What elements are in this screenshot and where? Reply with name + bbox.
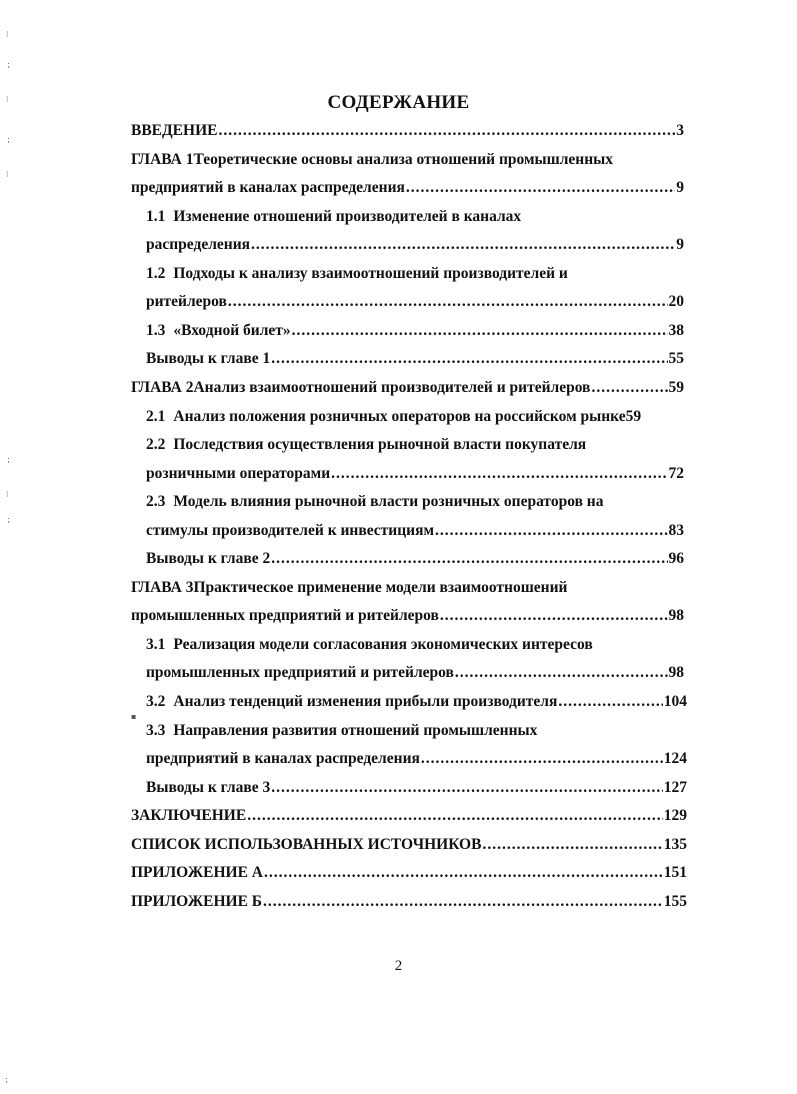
toc-entry-label: Выводы к главе 2 <box>146 550 271 567</box>
leader-dots <box>558 691 662 713</box>
toc-entry-label: ЗАКЛЮЧЕНИЕ <box>131 807 247 824</box>
toc-entry-label: предприятий в каналах распределения <box>131 179 405 196</box>
toc-entry-page: 20 <box>668 293 684 310</box>
toc-entry-number: 3.3 <box>146 722 166 739</box>
leader-dots <box>251 234 675 256</box>
toc-entry-number: 3.2 <box>146 693 166 710</box>
toc-entry-label: промышленных предприятий и ритейлеров <box>146 664 454 681</box>
leader-dots <box>263 891 663 913</box>
toc-entry-conclusions-3[interactable] <box>146 777 687 799</box>
scan-artifact-mark: ⁏ <box>5 1075 8 1084</box>
toc-entry-section-2-1[interactable] <box>146 406 701 428</box>
toc-entry-label: Последствия осуществления рыночной власти покупателя <box>173 436 587 453</box>
toc-entry-label: ритейлеров <box>146 293 227 310</box>
leader-dots <box>406 177 675 199</box>
toc-entry-label: стимулы производителей к инвестициям <box>146 522 435 539</box>
toc-entry-label: ПРИЛОЖЕНИЕ Б <box>131 893 263 910</box>
toc-entry-section-1-2-cont[interactable] <box>146 291 684 313</box>
toc-entry-number: 2.3 <box>146 493 166 510</box>
toc-entry-label: Подходы к анализу взаимоотношений производителей и <box>173 265 568 282</box>
toc-entry-number: 2.2 <box>146 436 166 453</box>
leader-dots <box>264 862 663 884</box>
toc-entry-chapter-3[interactable] <box>131 577 684 599</box>
scan-artifact-mark: ⁏ <box>7 135 10 144</box>
scan-artifact-mark: ▪ <box>131 712 137 721</box>
toc-entry-page: 9 <box>676 179 684 196</box>
toc-entry-number: 1.2 <box>146 265 166 282</box>
toc-entry-section-3-1[interactable] <box>146 634 684 656</box>
toc-entry-page: 9 <box>676 236 684 253</box>
toc-entry-section-1-3[interactable] <box>146 320 684 342</box>
toc-entry-appendix-b[interactable] <box>131 891 687 913</box>
toc-entry-label: Реализация модели согласования экономических интересов <box>173 636 593 653</box>
scan-artifact-mark: ⁏ <box>7 60 10 69</box>
leader-dots <box>292 320 668 342</box>
toc-entry-label: промышленных предприятий и ритейлеров <box>131 607 439 624</box>
leader-dots <box>271 548 667 570</box>
toc-entry-page: 59 <box>668 379 684 396</box>
toc-entry-page: 55 <box>668 350 684 367</box>
leader-dots <box>455 662 668 684</box>
toc-entry-label: распределения <box>146 236 251 253</box>
scan-artifact-mark: ⁝ <box>6 170 9 179</box>
toc-entry-label: Анализ тенденций изменения прибыли производителя <box>173 693 558 710</box>
toc-entry-section-2-2[interactable] <box>146 434 684 456</box>
toc-entry-page: 38 <box>668 322 684 339</box>
toc-entry-page: 124 <box>663 750 687 767</box>
toc-entry-conclusions-2[interactable] <box>146 548 684 570</box>
toc-entry-label: Выводы к главе 3 <box>146 779 271 796</box>
toc-entry-references[interactable] <box>131 834 687 856</box>
toc-entry-section-1-2[interactable] <box>146 263 684 285</box>
leader-dots <box>435 520 667 542</box>
toc-entry-section-3-3-cont[interactable] <box>146 748 687 770</box>
toc-entry-label: Изменение отношений производителей в каналах <box>173 208 522 225</box>
toc-entry-label: Выводы к главе 1 <box>146 350 271 367</box>
toc-entry-label: розничными операторами <box>146 465 331 482</box>
leader-dots <box>218 120 675 142</box>
toc-entry-label: ПРИЛОЖЕНИЕ А <box>131 864 263 881</box>
toc-entry-page: 104 <box>663 693 687 710</box>
toc-entry-section-2-3[interactable] <box>146 491 684 513</box>
toc-entry-label: Модель влияния рыночной власти розничных операторов на <box>173 493 604 510</box>
toc-entry-page: 129 <box>663 807 687 824</box>
toc-entry-page: 72 <box>668 465 684 482</box>
toc-entry-page: 151 <box>663 864 687 881</box>
page-number: 2 <box>394 958 403 974</box>
leader-dots <box>271 777 663 799</box>
toc-entry-label: ГЛАВА 2Анализ взаимоотношений производителей и ритейлеров <box>131 379 591 396</box>
scan-artifact-mark: ⁝ <box>6 490 9 499</box>
leader-dots <box>421 748 663 770</box>
toc-entry-section-2-3-cont[interactable] <box>146 520 684 542</box>
toc-entry-page: 83 <box>668 522 684 539</box>
toc-entry-page: 155 <box>663 893 687 910</box>
toc-entry-label: предприятий в каналах распределения <box>146 750 420 767</box>
leader-dots <box>440 605 668 627</box>
toc-entry-number: 1.3 <box>146 322 166 339</box>
scan-artifact-mark: ⁝ <box>6 30 9 39</box>
toc-entry-page: 98 <box>668 607 684 624</box>
toc-entry-label: Направления развития отношений промышленных <box>173 722 538 739</box>
toc-entry-chapter-2[interactable] <box>131 377 684 399</box>
toc-entry-page: 135 <box>663 836 687 853</box>
toc-entry-number: 3.1 <box>146 636 166 653</box>
toc-entry-number: 2.1 <box>146 408 166 425</box>
toc-entry-chapter-1-cont[interactable] <box>131 177 684 199</box>
toc-entry-page: 127 <box>663 779 687 796</box>
toc-entry-section-1-1-cont[interactable] <box>146 234 684 256</box>
leader-dots <box>247 805 663 827</box>
toc-entry-appendix-a[interactable] <box>131 862 687 884</box>
toc-entry-chapter-1[interactable] <box>131 149 684 171</box>
scan-artifact-mark: ⁏ <box>7 515 10 524</box>
leader-dots <box>331 463 667 485</box>
leader-dots <box>482 834 662 856</box>
leader-dots <box>271 348 667 370</box>
toc-entry-label: «Входной билет» <box>173 322 291 339</box>
toc-entry-section-2-2-cont[interactable] <box>146 463 684 485</box>
scan-artifact-mark: ⁝ <box>6 95 9 104</box>
leader-dots <box>228 291 668 313</box>
toc-entry-label: ГЛАВА 1Теоретические основы анализа отношений промышленных <box>131 151 614 168</box>
toc-entry-introduction[interactable] <box>131 120 684 142</box>
toc-entry-conclusions-1[interactable] <box>146 348 684 370</box>
toc-entry-page: 96 <box>668 550 684 567</box>
toc-entry-page: 98 <box>668 664 684 681</box>
toc-entry-label: СПИСОК ИСПОЛЬЗОВАННЫХ ИСТОЧНИКОВ <box>131 836 482 853</box>
toc-entry-label: Анализ положения розничных операторов на российском рынке59 <box>173 408 642 425</box>
toc-entry-label: ВВЕДЕНИЕ <box>131 122 218 139</box>
toc-entry-section-1-1[interactable] <box>146 206 684 228</box>
toc-entry-label: ГЛАВА 3Практическое применение модели взаимоотношений <box>131 579 568 596</box>
toc-entry-page: 3 <box>676 122 684 139</box>
toc-entry-section-3-1-cont[interactable] <box>146 662 684 684</box>
toc-entry-section-3-3[interactable] <box>146 720 684 742</box>
toc-entry-section-3-2[interactable] <box>146 691 687 713</box>
scan-artifact-mark: ⁏ <box>7 455 10 464</box>
leader-dots <box>591 377 667 399</box>
toc-entry-number: 1.1 <box>146 208 166 225</box>
toc-entry-chapter-3-cont[interactable] <box>131 605 684 627</box>
toc-entry-conclusion[interactable] <box>131 805 687 827</box>
page-title: СОДЕРЖАНИЕ <box>327 92 470 113</box>
